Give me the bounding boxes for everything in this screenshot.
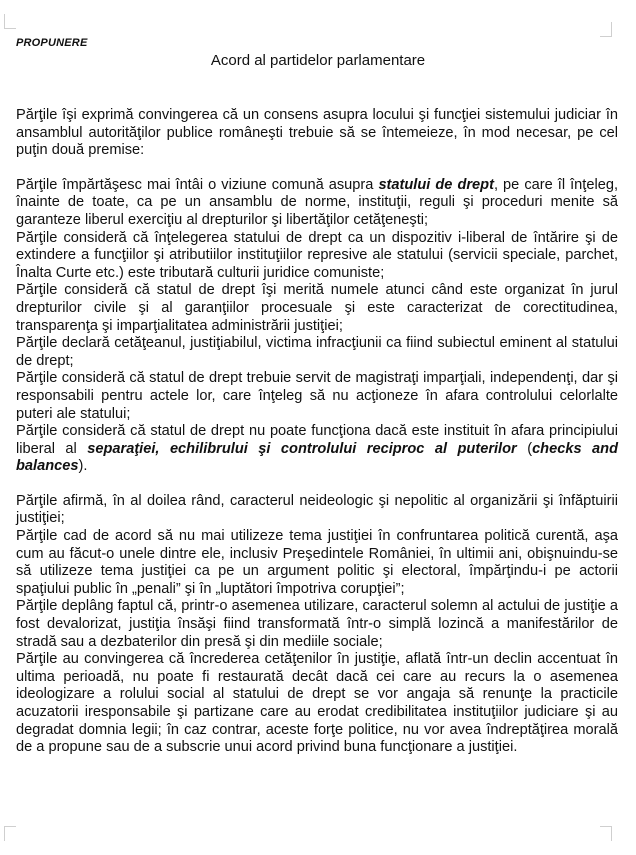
text-run: ). xyxy=(78,458,88,475)
paragraph: Părţile consideră că statul de drept îşi merită numele atunci când este organizat în jurul drepturilor civile şi al garanţiilor procesuale şi este caracterizat de corectitudinea, transparenţa şi imparţialitatea administrării justiţiei; xyxy=(16,282,618,334)
page-corner-mark xyxy=(4,14,16,29)
paragraph-rule-of-law xyxy=(16,177,618,230)
paragraph: Părţile declară cetăţeanul, justiţiabilul, victima infracţiunii ca fiind subiectul eminent al statului de drept; xyxy=(16,335,618,369)
paragraph: Părţile consideră că înţelegerea statului de drept ca un dispozitiv i-liberal de întărire şi de extindere a funcţiilor şi atributiilor instituţiilor represive ale statului (servicii speciale, parchet, Înalta Curte etc.) este tributară culturii juridice comuniste; xyxy=(16,229,618,281)
page-corner-mark xyxy=(600,826,612,841)
document-label: PROPUNERE xyxy=(16,37,88,49)
document-title: Acord al partidelor parlamentare xyxy=(210,52,426,69)
emphasis-text: checks and balances xyxy=(16,440,618,475)
document-body xyxy=(16,107,618,757)
paragraph: Părţile cad de acord să nu mai utilizeze tema justiţiei în confruntarea politică curentă, aşa cum au făcut-o unele dintre ele, inclusiv Preşedintele României, în ultimii ani, obişnuindu-se să utilizeze tema justiţiei ca pe un argument politic şi electoral, împărţindu-i pe actorii spaţiului public în „penali” şi în „luptători împotriva corupţiei”; xyxy=(16,528,618,597)
paragraph: Părţile au convingerea că încrederea cetăţenilor în justiţie, aflată într-un declin accentuat în ultima perioadă, nu poate fi restaurată decât dacă cei care au recurs la o asemenea ideologizare a rolului social al statului de drept se vor angaja să renunţe la practicile acuzatorii iresponsabile şi partizane care au erodat credibilitatea instituţiilor judiciare şi au degradat domnia legii; în caz contrar, aceste forţe politice, nu vor avea îndreptăţirea morală de a propune sau de a subscrie unui acord privind buna funcţionare a justiţiei. xyxy=(16,651,618,756)
paragraph: Părţile deplâng faptul că, printr-o asemenea utilizare, caracterul solemn al actului de justiţie a fost devalorizat, justiţia însăşi fiind transformată într-o simplă lozincă a manifestărilor de stradă sau a dezbaterilor din presă şi din mediile sociale; xyxy=(16,598,618,650)
paragraph: Părţile consideră că statul de drept trebuie servit de magistraţi imparţiali, independenţi, dar şi responsabili pentru actele lor, care înţeleg să nu acţioneze în afara controlului celorlalte puteri ale statului; xyxy=(16,370,618,422)
paragraph-intro: Părţile îşi exprimă convingerea că un consens asupra locului şi funcţiei sistemului judiciar în ansamblul autorităţilor publice româneşti trebuie să se întemeieze, în mod necesar, pe cel puţin două premise: xyxy=(16,107,618,159)
emphasis-text: separaţiei, echilibrului şi controlului reciproc al puterilor xyxy=(87,440,517,457)
paragraph: Părţile afirmă, în al doilea rând, caracterul neideologic şi nepolitic al organizării şi înfăptuirii justiţiei; xyxy=(16,492,618,527)
page-corner-mark xyxy=(600,22,612,37)
page-corner-mark xyxy=(4,826,16,841)
paragraph-separation-of-powers xyxy=(16,423,618,476)
text-run: Părţile consideră că statul de drept nu poate funcţiona dacă este instituit în afara principiului liberal al xyxy=(16,423,618,457)
text-run: ( xyxy=(527,440,533,457)
text-run: , pe care îl înţeleg, înainte de toate, ca pe un ansamblu de norme, instituţii, reguli şi proceduri menite să garanteze liberul exerciţiu al drepturilor şi libertăţilor cetăţeneşti; xyxy=(16,176,618,228)
emphasis-text: statului de drept xyxy=(378,176,494,193)
text-run: Părţile împărtăşesc mai întâi o viziune comună asupra xyxy=(16,176,374,193)
